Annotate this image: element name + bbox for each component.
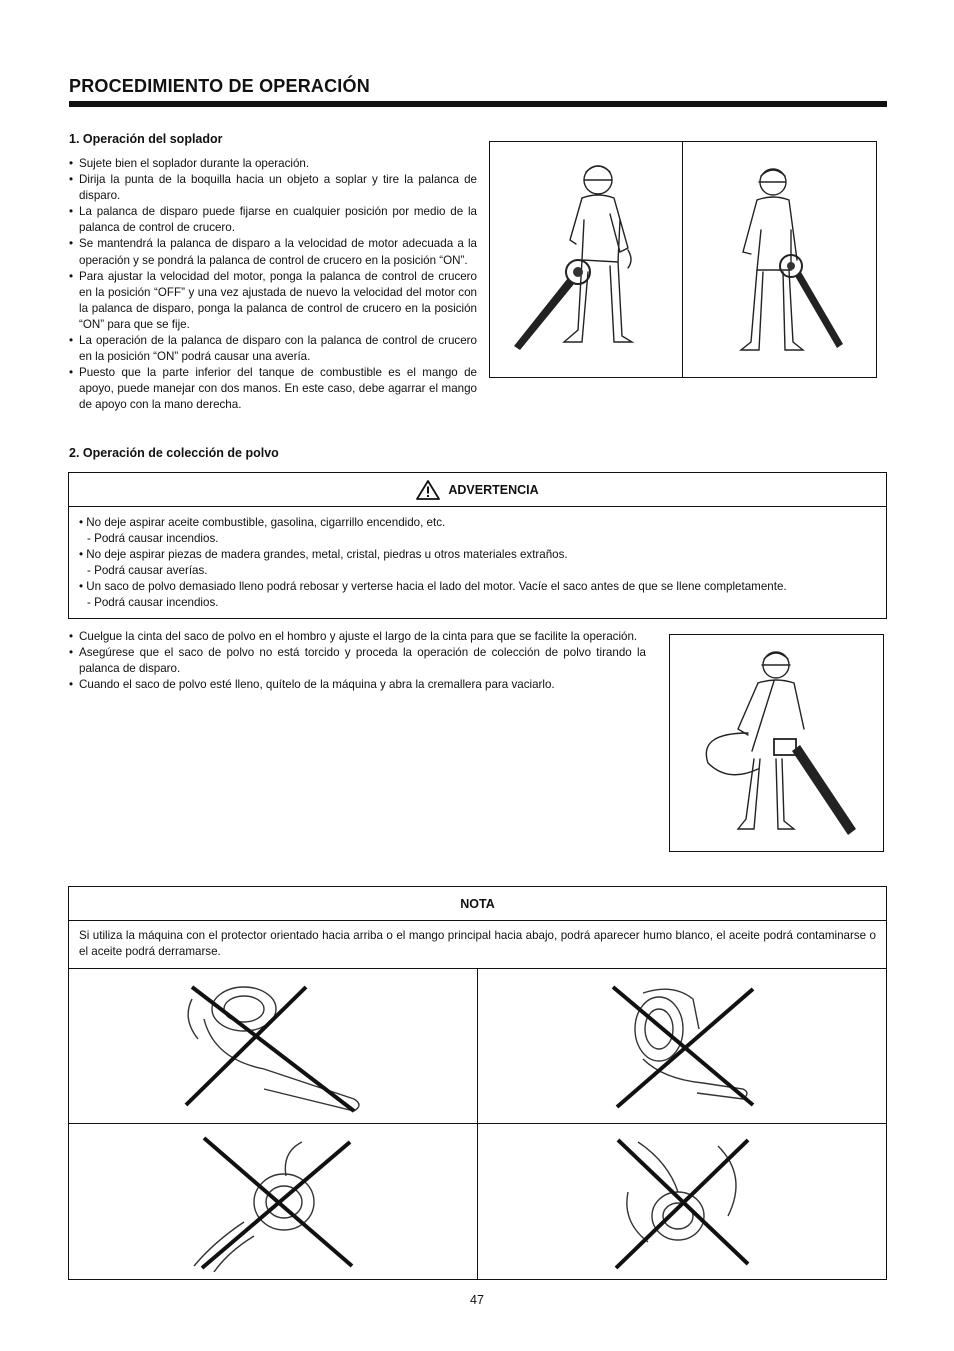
warning-line: - Podrá causar incendios. (87, 532, 219, 545)
warning-body (68, 506, 887, 619)
operator-side-illustration (695, 150, 870, 372)
list-item: • Puesto que la parte inferior del tanque de combustible es el mango de apoyo, puede manejar con dos manos. En este caso, debe agarrar el mango de apoyo con la mano derecha. (69, 365, 477, 413)
warning-line: • Un saco de polvo demasiado lleno podrá rebosar y verterse hacia el lado del motor. Vacíe el saco antes de que se llene completamente. (79, 580, 787, 593)
list-item: • Sujete bien el soplador durante la operación. (69, 156, 477, 172)
page-title: PROCEDIMIENTO DE OPERACIÓN (69, 76, 370, 96)
incorrect-orientation-cell-1 (68, 968, 478, 1124)
operator-front-illustration (500, 150, 675, 372)
blower-handle-down-illustration (603, 979, 763, 1115)
blower-operation-figure (489, 141, 877, 378)
warning-header (68, 472, 887, 507)
warning-line: • No deje aspirar piezas de madera grandes, metal, cristal, piedras u otros materiales extraños. (79, 548, 568, 561)
warning-line: • No deje aspirar aceite combustible, gasolina, cigarrillo encendido, etc. (79, 516, 446, 529)
incorrect-orientation-cell-2 (477, 968, 887, 1124)
figure-divider (682, 142, 683, 377)
section2-heading: 2. Operación de colección de polvo (69, 446, 279, 460)
warning-label: ADVERTENCIA (448, 482, 539, 497)
incorrect-orientation-cell-3 (68, 1123, 478, 1280)
list-item: • Para ajustar la velocidad del motor, ponga la palanca de control de crucero en la posición “OFF” y una vez ajustada de nuevo la velocidad del motor con la palanca de disparo, ponga la palanca de control de crucero en la posición “ON” para que se fije. (69, 269, 477, 333)
list-item: • La operación de la palanca de disparo con la palanca de control de crucero en la posición “ON” podrá causar una avería. (69, 333, 477, 365)
list-item: • Asegúrese que el saco de polvo no está torcido y proceda la operación de colección de polvo tirando la palanca de disparo. (69, 645, 646, 677)
section2-bullet-list (69, 629, 646, 693)
list-item: • Cuando el saco de polvo esté lleno, quítelo de la máquina y abra la cremallera para vaciarlo. (69, 677, 646, 693)
list-item: • La palanca de disparo puede fijarse en cualquier posición por medio de la palanca de control de crucero. (69, 204, 477, 236)
section1-bullet-list (69, 156, 477, 414)
operator-dust-bag-illustration (678, 639, 876, 847)
blower-inverted-illustration (608, 1132, 758, 1272)
nota-header (68, 886, 887, 921)
incorrect-orientation-cell-4 (477, 1123, 887, 1280)
nota-body: Si utiliza la máquina con el protector orientado hacia arriba o el mango principal hacia abajo, podrá aparecer humo blanco, el aceite podrá contaminarse o el aceite podrá derramarse. (68, 920, 887, 969)
blower-upside-illustration (174, 979, 374, 1115)
list-item: • Cuelgue la cinta del saco de polvo en el hombro y ajuste el largo de la cinta para que se facilite la operación. (69, 629, 646, 645)
warning-line: - Podrá causar averías. (87, 564, 208, 577)
title-rule (69, 101, 887, 107)
warning-triangle-icon (416, 480, 440, 500)
list-item: • Dirija la punta de la boquilla hacia un objeto a soplar y tire la palanca de disparo. (69, 172, 477, 204)
blower-tilted-up-illustration (184, 1132, 364, 1272)
section1-heading: 1. Operación del soplador (69, 132, 223, 146)
nota-label: NOTA (460, 896, 495, 911)
dust-collection-figure (669, 634, 884, 852)
warning-line: - Podrá causar incendios. (87, 596, 219, 609)
list-item: • Se mantendrá la palanca de disparo a la velocidad de motor adecuada a la operación y se pondrá la palanca de control de crucero en la posición “ON”. (69, 236, 477, 268)
page-number: 47 (470, 1293, 484, 1307)
